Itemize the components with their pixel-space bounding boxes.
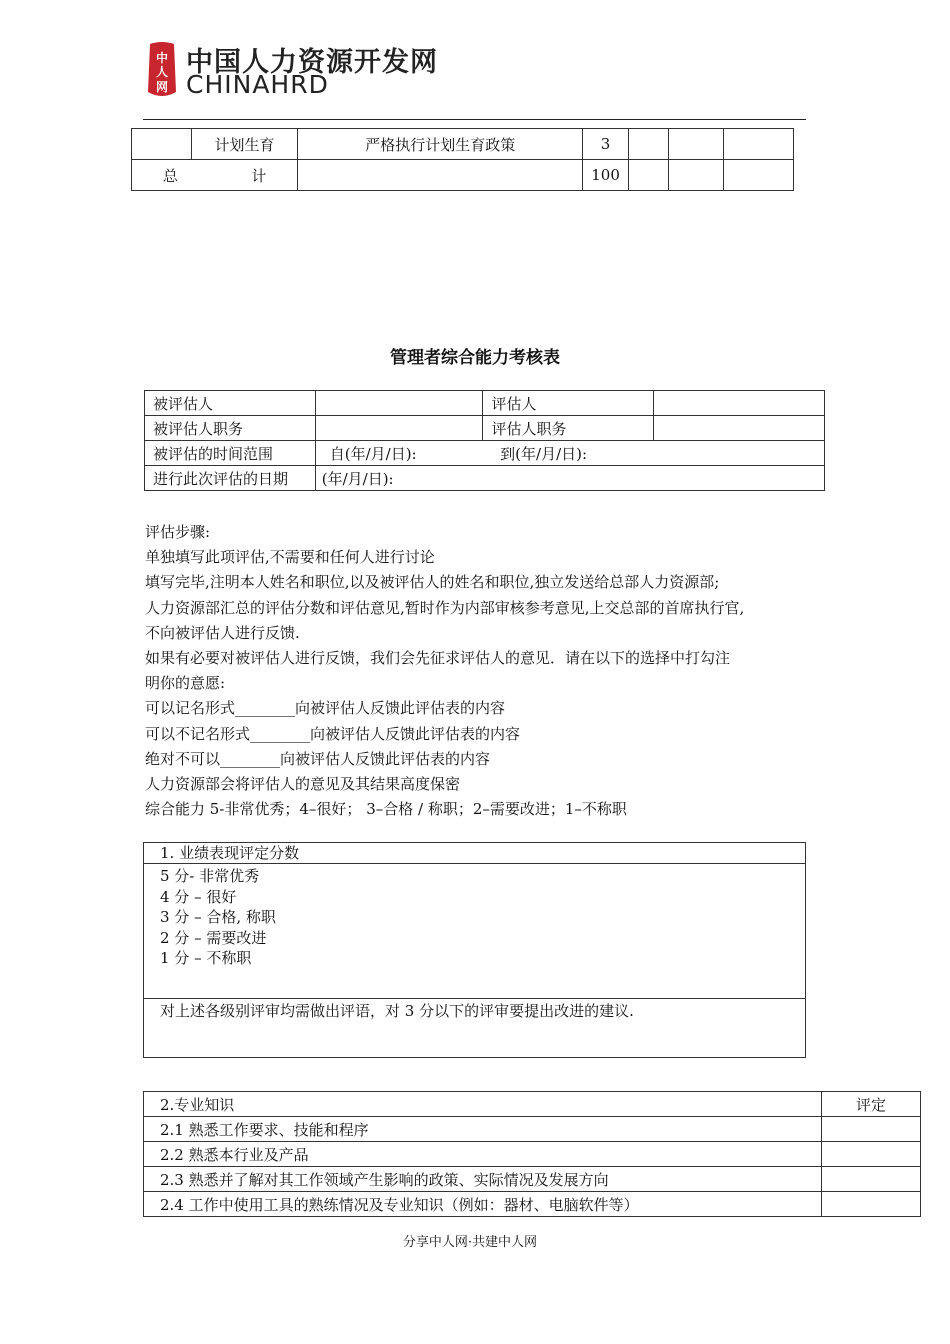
- evaluatee-field[interactable]: [315, 391, 483, 416]
- evaluatee-title-field[interactable]: [315, 416, 483, 441]
- instruction-line: 人力资源部汇总的评估分数和评估意见,暂时作为内部审核参考意见,上交总部的首席执行官,: [145, 598, 745, 617]
- svg-text:网: 网: [155, 80, 169, 94]
- period-label: 被评估的时间范围: [145, 441, 316, 466]
- rating-cell[interactable]: [822, 1117, 921, 1142]
- knowledge-item: 2.3 熟悉并了解对其工作领域产生影响的政策、实际情况及发展方向: [144, 1167, 822, 1192]
- total-label-cell: [132, 160, 298, 191]
- section-header: 1. 业绩表现评定分数: [144, 843, 805, 864]
- table-row: [145, 466, 825, 491]
- total-label-b: 计: [251, 166, 267, 185]
- table-cell: [132, 129, 192, 160]
- evaluator-title-label: 评估人职务: [483, 416, 654, 441]
- instruction-line: 不向被评估人进行反馈.: [145, 623, 300, 642]
- rating-cell[interactable]: [822, 1192, 921, 1217]
- instruction-line: 单独填写此项评估,不需要和任何人进行讨论: [145, 548, 435, 567]
- brand-name-cn: 中国人力资源开发网: [186, 47, 438, 78]
- professional-knowledge-table: [143, 1091, 921, 1217]
- table-cell: [668, 160, 724, 191]
- table-row: [145, 441, 825, 466]
- evaluator-field[interactable]: [654, 391, 825, 416]
- period-field[interactable]: [315, 441, 824, 466]
- score-level: 5 分- 非常优秀: [160, 867, 260, 885]
- form-title: 管理者综合能力考核表: [390, 348, 560, 368]
- page-footer: 分享中人网·共建中人网: [402, 1235, 538, 1250]
- table-cell: [724, 160, 794, 191]
- evaluator-label: 评估人: [483, 391, 654, 416]
- table-cell: [628, 129, 668, 160]
- rating-scale-line: 综合能力 5-非常优秀；4–很好； 3–合格 / 称职；2–需要改进；1–不称职: [145, 800, 627, 819]
- table-row: [144, 1117, 921, 1142]
- instruction-line: 人力资源部会将评估人的意见及其结果高度保密: [145, 775, 461, 794]
- item-score-cell: 3: [583, 129, 629, 160]
- instruction-line: 如果有必要对被评估人进行反馈，我们会先征求评估人的意见．请在以下的选择中打勾注: [145, 649, 731, 668]
- instruction-line: 明你的意愿:: [145, 674, 226, 693]
- feedback-option-anonymous[interactable]: 可以不记名形式________向被评估人反馈此评估表的内容: [145, 724, 521, 743]
- table-row: [145, 416, 825, 441]
- period-to: 到(年/月/日):: [500, 444, 588, 463]
- period-from: 自(年/月/日):: [329, 444, 417, 463]
- feedback-option-named[interactable]: 可以记名形式________向被评估人反馈此评估表的内容: [145, 699, 506, 718]
- score-level: 3 分 – 合格, 称职: [160, 908, 276, 926]
- evaluation-instructions: [145, 520, 825, 822]
- feedback-option-never[interactable]: 绝对不可以________向被评估人反馈此评估表的内容: [145, 749, 491, 768]
- rating-cell[interactable]: [822, 1167, 921, 1192]
- performance-score-section: [143, 842, 806, 1058]
- evaluation-info-table: [144, 390, 825, 491]
- header-divider: [143, 119, 806, 120]
- knowledge-item: 2.1 熟悉工作要求、技能和程序: [144, 1117, 822, 1142]
- instruction-line: 填写完毕,注明本人姓名和职位,以及被评估人的姓名和职位,独立发送给总部人力资源部;: [145, 573, 720, 592]
- table-cell: [668, 129, 724, 160]
- table-row: [144, 1092, 921, 1117]
- table-cell: [628, 160, 668, 191]
- chinahrd-seal-logo: [146, 40, 178, 100]
- table-row: [132, 160, 794, 191]
- instruction-line: 评估步骤:: [145, 523, 211, 541]
- svg-text:人: 人: [155, 65, 169, 79]
- evaluatee-label: 被评估人: [145, 391, 316, 416]
- rating-cell[interactable]: [822, 1142, 921, 1167]
- comment-note[interactable]: 对上述各级别评审均需做出评语，对 3 分以下的评审要提出改进的建议.: [160, 1002, 634, 1020]
- svg-text:中: 中: [155, 51, 169, 65]
- knowledge-item: 2.4 工作中使用工具的熟练情况及专业知识（例如：器材、电脑软件等）: [144, 1192, 822, 1217]
- table-cell: [298, 160, 583, 191]
- item-criteria-cell: 严格执行计划生育政策: [298, 129, 583, 160]
- eval-date-field[interactable]: (年/月/日):: [315, 466, 824, 491]
- table-row: [144, 1142, 921, 1167]
- section-header: 2.专业知识: [144, 1092, 822, 1117]
- score-table-tail: [131, 128, 794, 191]
- score-level: 4 分 – 很好: [160, 887, 237, 906]
- score-level: 1 分 – 不称职: [160, 949, 252, 967]
- total-label-a: 总: [162, 166, 178, 185]
- evaluator-title-field[interactable]: [654, 416, 825, 441]
- table-row: [144, 1192, 921, 1217]
- score-levels: [144, 864, 805, 999]
- eval-date-label: 进行此次评估的日期: [145, 466, 316, 491]
- rating-header: 评定: [822, 1092, 921, 1117]
- table-cell: [724, 129, 794, 160]
- table-row: [145, 391, 825, 416]
- evaluatee-title-label: 被评估人职务: [145, 416, 316, 441]
- knowledge-item: 2.2 熟悉本行业及产品: [144, 1142, 822, 1167]
- item-name-cell: 计划生育: [191, 129, 298, 160]
- total-score-cell: 100: [583, 160, 629, 191]
- table-row: [132, 129, 794, 160]
- table-row: [144, 1167, 921, 1192]
- score-level: 2 分 – 需要改进: [160, 928, 267, 947]
- brand-name-en: CHINAHRD: [186, 70, 329, 99]
